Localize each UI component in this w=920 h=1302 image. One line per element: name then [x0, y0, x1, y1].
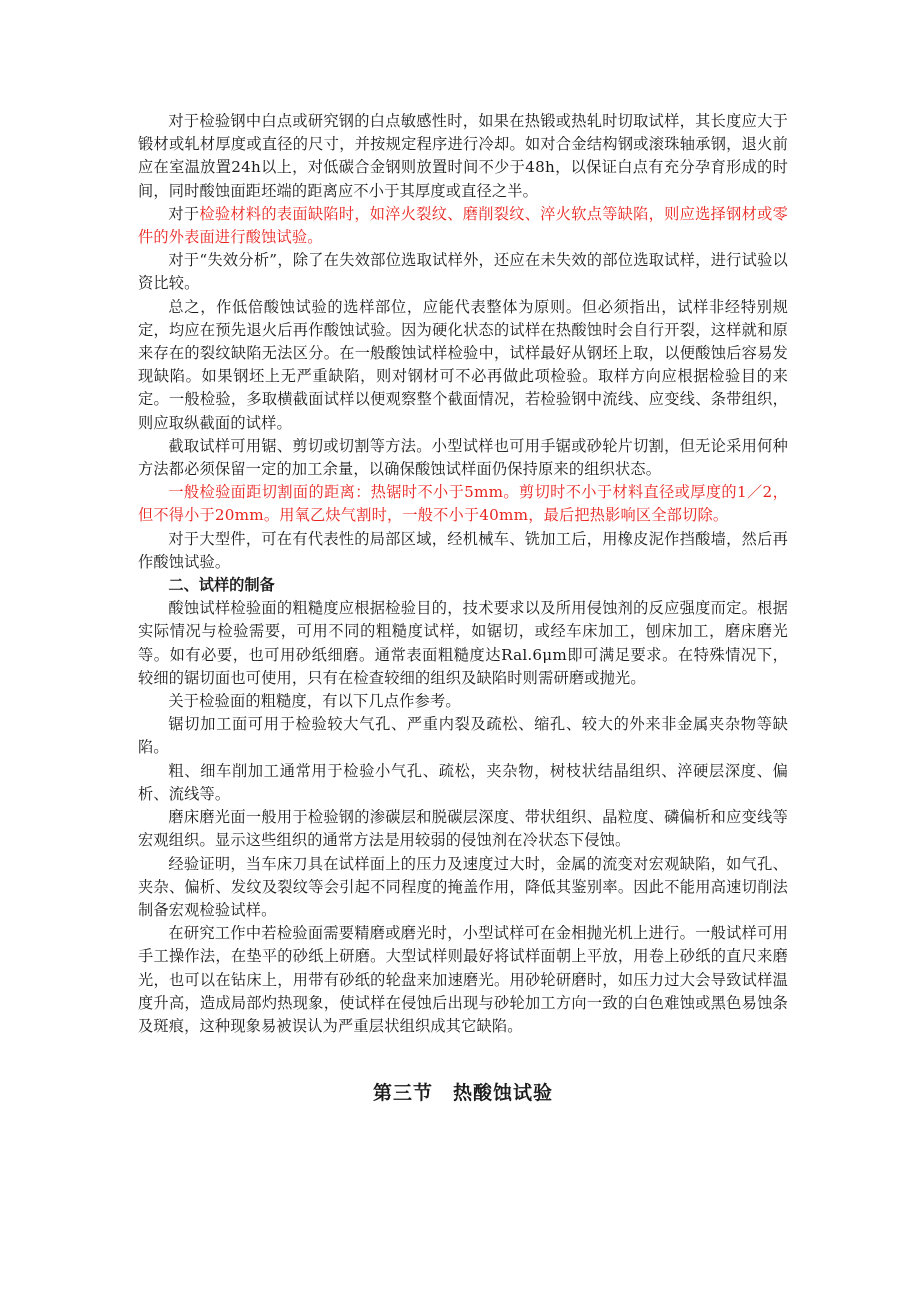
paragraph-white-spot-sampling: 对于检验钢中白点或研究钢的白点敏感性时，如果在热锻或热轧时切取试样，其长度应大于锻材或轧材厚度或直径的尺寸，并按规定程序进行冷却。如对合金结构钢或滚珠轴承钢，退火前应在室温放置24h以上，对低碳合金钢则放置时间不少于48h，以保证白点有充分孕育形成的时间，同时酸蚀面距坯端的距离应不小于其厚度或直径之半。	[138, 112, 788, 200]
paragraph-experience: 经验证明，当车床刀具在试样面上的压力及速度过大时，金属的流变对宏观缺陷，如气孔、夹杂、偏析、发纹及裂纹等会引起不同程度的掩盖作用，降低其鉴别率。因此不能用高速切削法制备宏观检验试样。	[138, 854, 788, 919]
paragraph-prefix: 对于	[168, 204, 200, 223]
paragraph-ground-surface: 磨床磨光面一般用于检验钢的渗碳层和脱碳层深度、带状组织、晶粒度、磷偏析和应变线等宏观组织。显示这些组织的通常方法是用较弱的侵蚀剂在冷状态下侵蚀。	[138, 808, 788, 850]
paragraph-cutting-methods: 截取试样可用锯、剪切或切割等方法。小型试样也可用手锯或砂轮片切割，但无论采用何种方法都必须保留一定的加工余量，以确保酸蚀试样面仍保持原来的组织状态。	[138, 436, 788, 479]
section-title-hot-acid-etching: 第三节 热酸蚀试验	[372, 1082, 553, 1105]
paragraph-failure-analysis: 对于“失效分析”，除了在失效部位选取试样外，还应在未失效的部位选取试样，进行试验以资比较。	[138, 251, 788, 293]
paragraph-large-parts: 对于大型件，可在有代表性的局部区域，经机械车、铣加工后，用橡皮泥作挡酸墙，然后再作酸蚀试验。	[138, 529, 788, 571]
document-page	[138, 110, 788, 1105]
paragraph-summary-sampling: 总之，作低倍酸蚀试验的选样部位，应能代表整体为原则。但必须指出，试样非经特别规定，均应在预先退火后再作酸蚀试验。因为硬化状态的试样在热酸蚀时会自行开裂，这样就和原来存在的裂纹缺陷无法区分。在一般酸蚀试样检验中，试样最好从钢坯上取，以便酸蚀后容易发现缺陷。如果钢坯上无严重缺陷，则对钢材可不必再做此项检验。取样方向应根据检验目的来定。一般检验，多取横截面试样以便观察整个截面情况，若检验钢中流线、应变线、条带组织，则应取纵截面的试样。	[138, 297, 788, 432]
paragraph-saw-cut-surface: 锯切加工面可用于检验较大气孔、严重内裂及疏松、缩孔、较大的外来非金属夹杂物等缺陷。	[138, 715, 788, 757]
paragraph-roughness: 酸蚀试样检验面的粗糙度应根据检验目的，技术要求以及所用侵蚀剂的反应强度而定。根据实际情况与检验需要，可用不同的粗糙度试样，如锯切，或经车床加工，刨床加工，磨床磨光等。如有必要，也可用砂纸细磨。通常表面粗糙度达Ral.6μm即可满足要求。在特殊情况下，较细的锯切面也可使用，只有在检查较细的组织及缺陷时则需研磨或抛光。	[138, 599, 788, 687]
highlighted-text-surface-defects: 检验材料的表面缺陷时，如淬火裂纹、磨削裂纹、淬火软点等缺陷，则应选择钢材或零件的外表面进行酸蚀试验。	[138, 204, 788, 247]
paragraph-research-polishing: 在研究工作中若检验面需要精磨或磨光时，小型试样可在金相抛光机上进行。一般试样可用手工操作法，在垫平的砂纸上研磨。大型试样则最好将试样面朝上平放，用卷上砂纸的直尺来磨光，也可以在钻床上，用带有砂纸的轮盘来加速磨光。用砂轮研磨时，如压力过大会导致试样温度升高，造成局部灼热现象，使试样在侵蚀后出现与砂轮加工方向一致的白色难蚀或黑色易蚀条及斑痕，这种现象易被误认为严重层状组织成其它缺陷。	[138, 924, 788, 1035]
highlighted-paragraph-cut-distance: 一般检验面距切割面的距离：热锯时不小于5mm。剪切时不小于材料直径或厚度的1／2，但不得小于20mm。用氧乙炔气割时，一般不小于40mm，最后把热影响区全部切除。	[138, 483, 788, 525]
paragraph-roughness-reference: 关于检验面的粗糙度，有以下几点作参考。	[168, 692, 461, 711]
paragraph-turning-surface: 粗、细车削加工通常用于检验小气孔、疏松，夹杂物，树枝状结晶组织、淬硬层深度、偏析、流线等。	[138, 761, 788, 803]
subheading-sample-preparation: 二、试样的制备	[168, 576, 275, 595]
paragraph-surface-defects	[138, 203, 788, 249]
